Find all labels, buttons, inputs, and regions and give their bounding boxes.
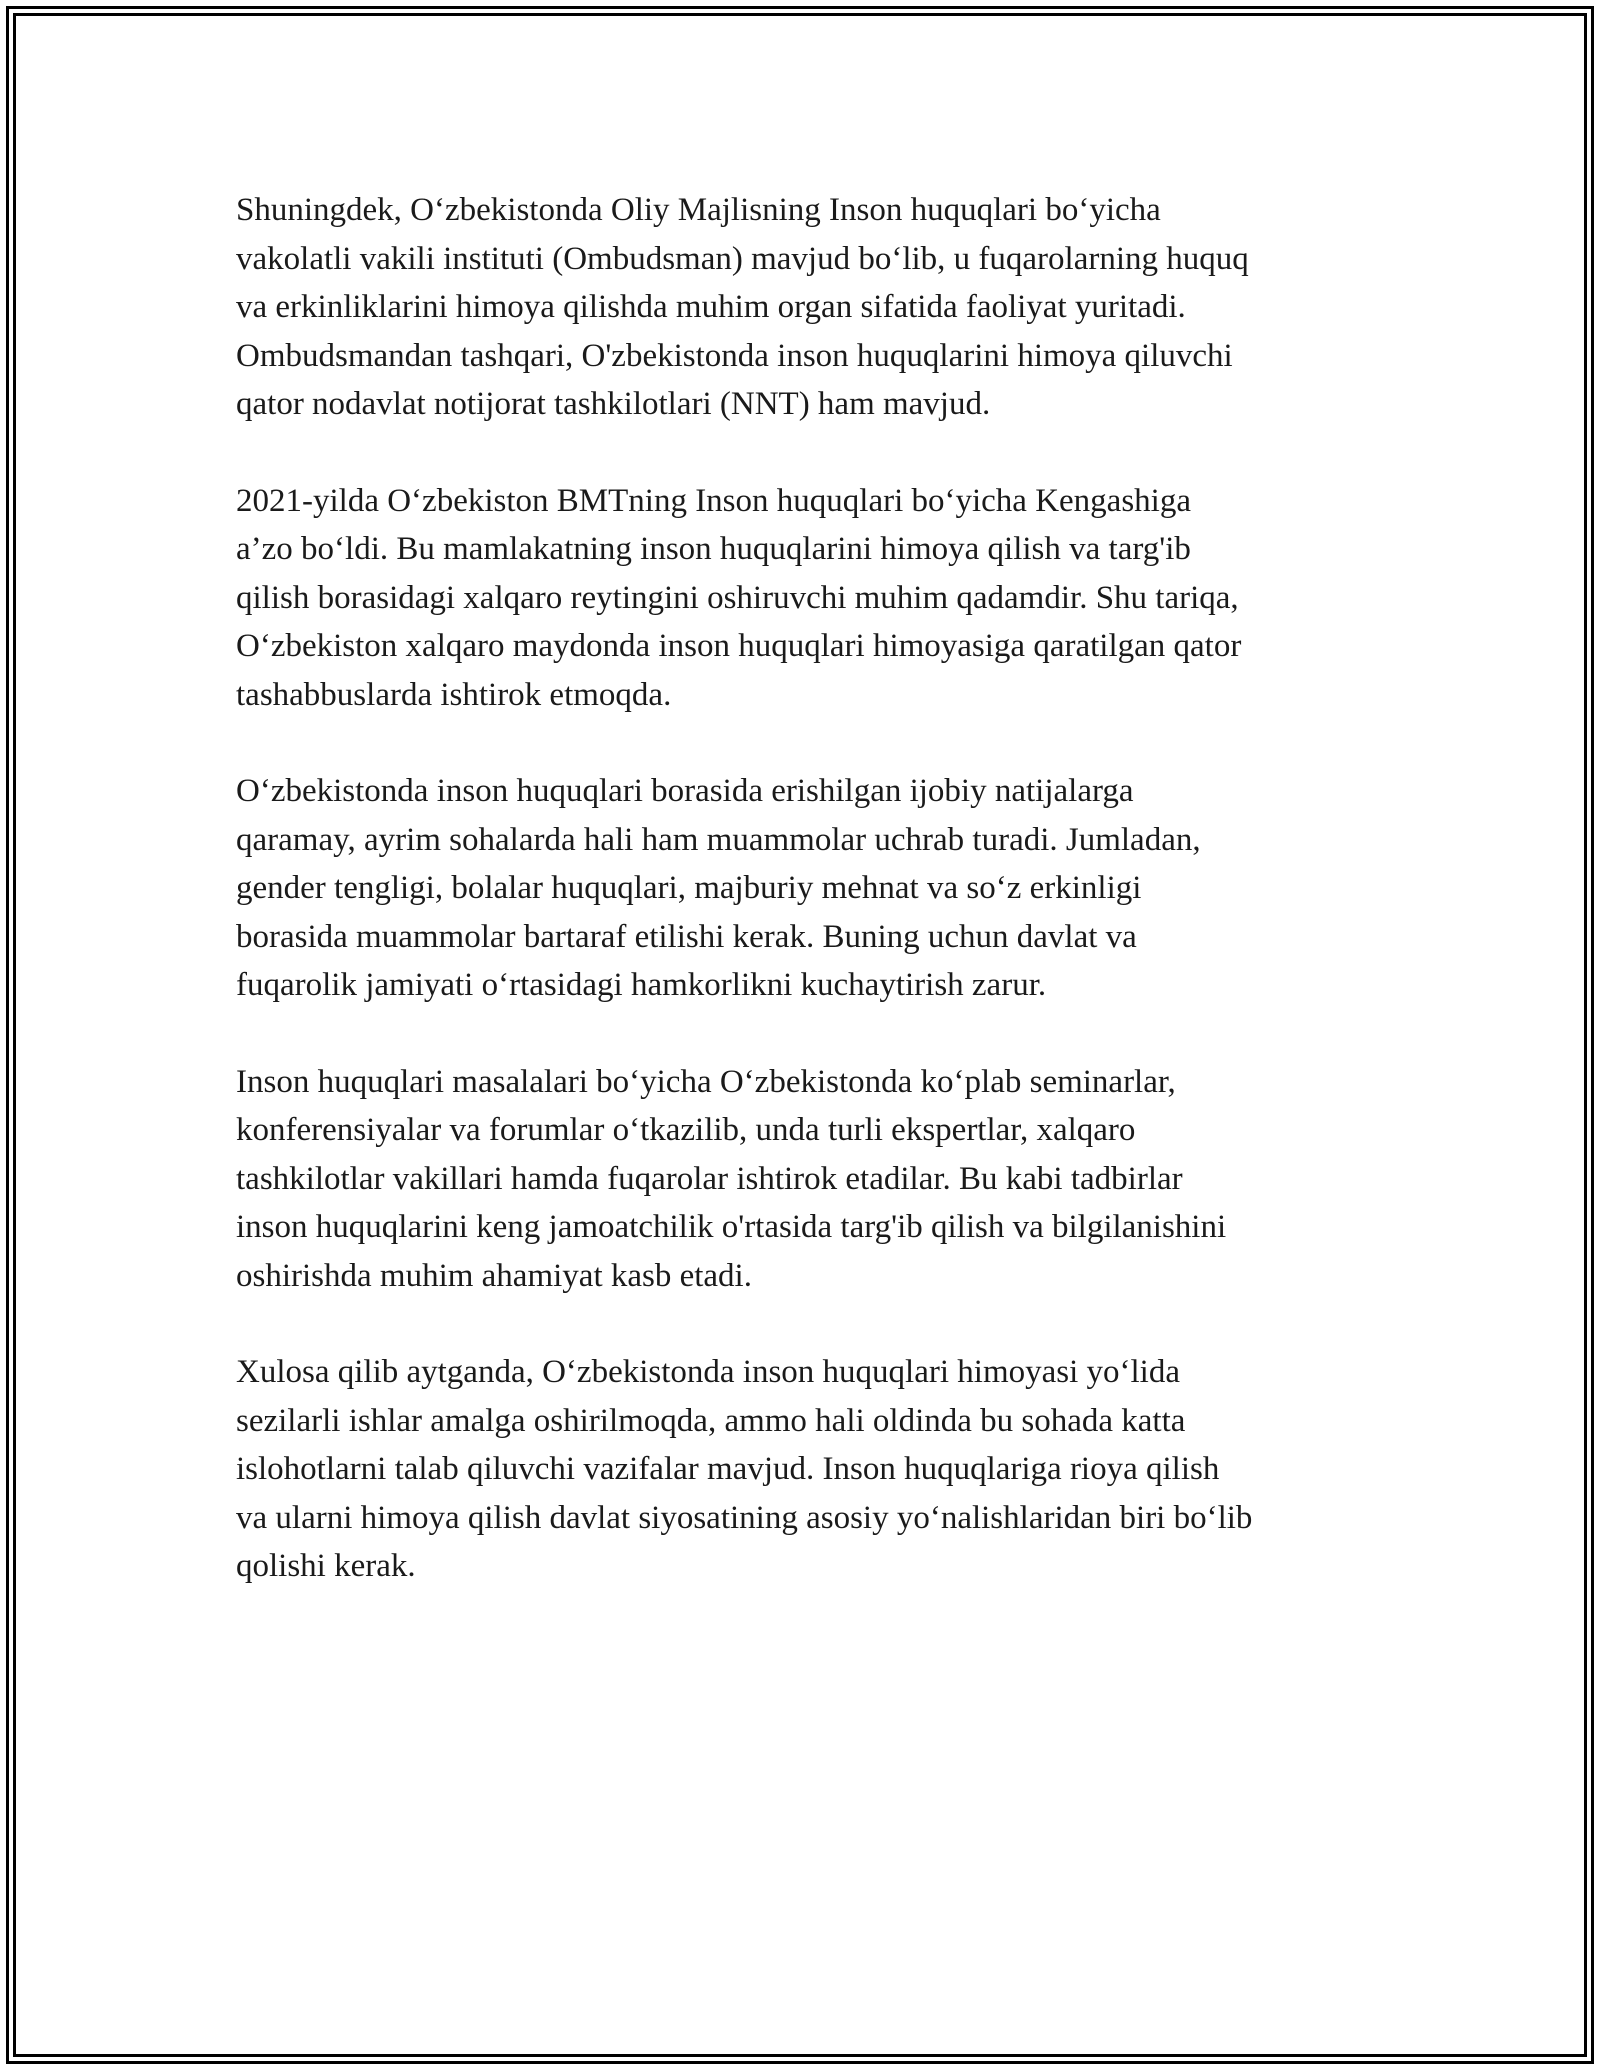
text-line: oshirishda muhim ahamiyat kasb etadi. — [236, 1257, 752, 1294]
text-line: sezilarli ishlar amalga oshirilmoqda, ammo hali oldinda bu sohada katta — [236, 1402, 1186, 1439]
text-line: islohotlarni talab qiluvchi vazifalar mavjud. Inson huquqlariga rioya qilish — [236, 1451, 1220, 1487]
text-line: tashabbuslarda ishtirok etmoqda. — [236, 676, 672, 713]
text-line: gender tengligi, bolalar huquqlari, majburiy mehnat va soʻz erkinligi — [236, 870, 1142, 906]
text-line: vakolatli vakili instituti (Ombudsman) mavjud boʻlib, u fuqarolarning huquq — [236, 240, 1249, 277]
text-line: Xulosa qilib aytganda, Oʻzbekistonda inson huquqlari himoyasi yoʻlida — [236, 1354, 1180, 1390]
text-line: qolishi kerak. — [236, 1548, 416, 1584]
paragraph-problems — [236, 767, 1366, 1010]
text-line: konferensiyalar va forumlar oʻtkazilib, unda turli ekspertlar, xalqaro — [236, 1112, 1136, 1148]
document-body — [236, 186, 1366, 1639]
text-line: 2021-yilda Oʻzbekiston BMTning Inson huquqlari boʻyicha Kengashiga — [236, 482, 1191, 519]
text-line: va ularni himoya qilish davlat siyosatining asosiy yoʻnalishlaridan biri boʻlib — [236, 1499, 1253, 1536]
paragraph-un-council — [236, 477, 1366, 720]
text-line: borasida muammolar bartaraf etilishi kerak. Buning uchun davlat va — [236, 918, 1137, 955]
text-line: Ombudsmandan tashqari, O'zbekistonda inson huquqlarini himoya qiluvchi — [236, 337, 1233, 374]
paragraph-conclusion — [236, 1348, 1366, 1591]
text-line: Inson huquqlari masalalari boʻyicha Oʻzbekistonda koʻplab seminarlar, — [236, 1063, 1176, 1100]
paragraph-ombudsman — [236, 186, 1366, 429]
text-line: qilish borasidagi xalqaro reytingini oshiruvchi muhim qadamdir. Shu tariqa, — [236, 579, 1239, 616]
text-line: Oʻzbekistonda inson huquqlari borasida erishilgan ijobiy natijalarga — [236, 773, 1134, 809]
text-line: qator nodavlat notijorat tashkilotlari (NNT) ham mavjud. — [236, 386, 991, 422]
paragraph-seminars — [236, 1058, 1366, 1301]
text-line: fuqarolik jamiyati oʻrtasidagi hamkorlikni kuchaytirish zarur. — [236, 967, 1047, 1003]
text-line: tashkilotlar vakillari hamda fuqarolar ishtirok etadilar. Bu kabi tadbirlar — [236, 1160, 1183, 1197]
text-line: inson huquqlarini keng jamoatchilik o'rtasida targ'ib qilish va bilgilanishini — [236, 1209, 1227, 1245]
text-line: va erkinliklarini himoya qilishda muhim organ sifatida faoliyat yuritadi. — [236, 289, 1186, 325]
text-line: a’zo boʻldi. Bu mamlakatning inson huquqlarini himoya qilish va targ'ib — [236, 531, 1191, 567]
text-line: qaramay, ayrim sohalarda hali ham muammolar uchrab turadi. Jumladan, — [236, 821, 1201, 858]
text-line: Oʻzbekiston xalqaro maydonda inson huquqlari himoyasiga qaratilgan qator — [236, 628, 1242, 664]
text-line: Shuningdek, Oʻzbekistonda Oliy Majlisning Inson huquqlari boʻyicha — [236, 192, 1161, 228]
